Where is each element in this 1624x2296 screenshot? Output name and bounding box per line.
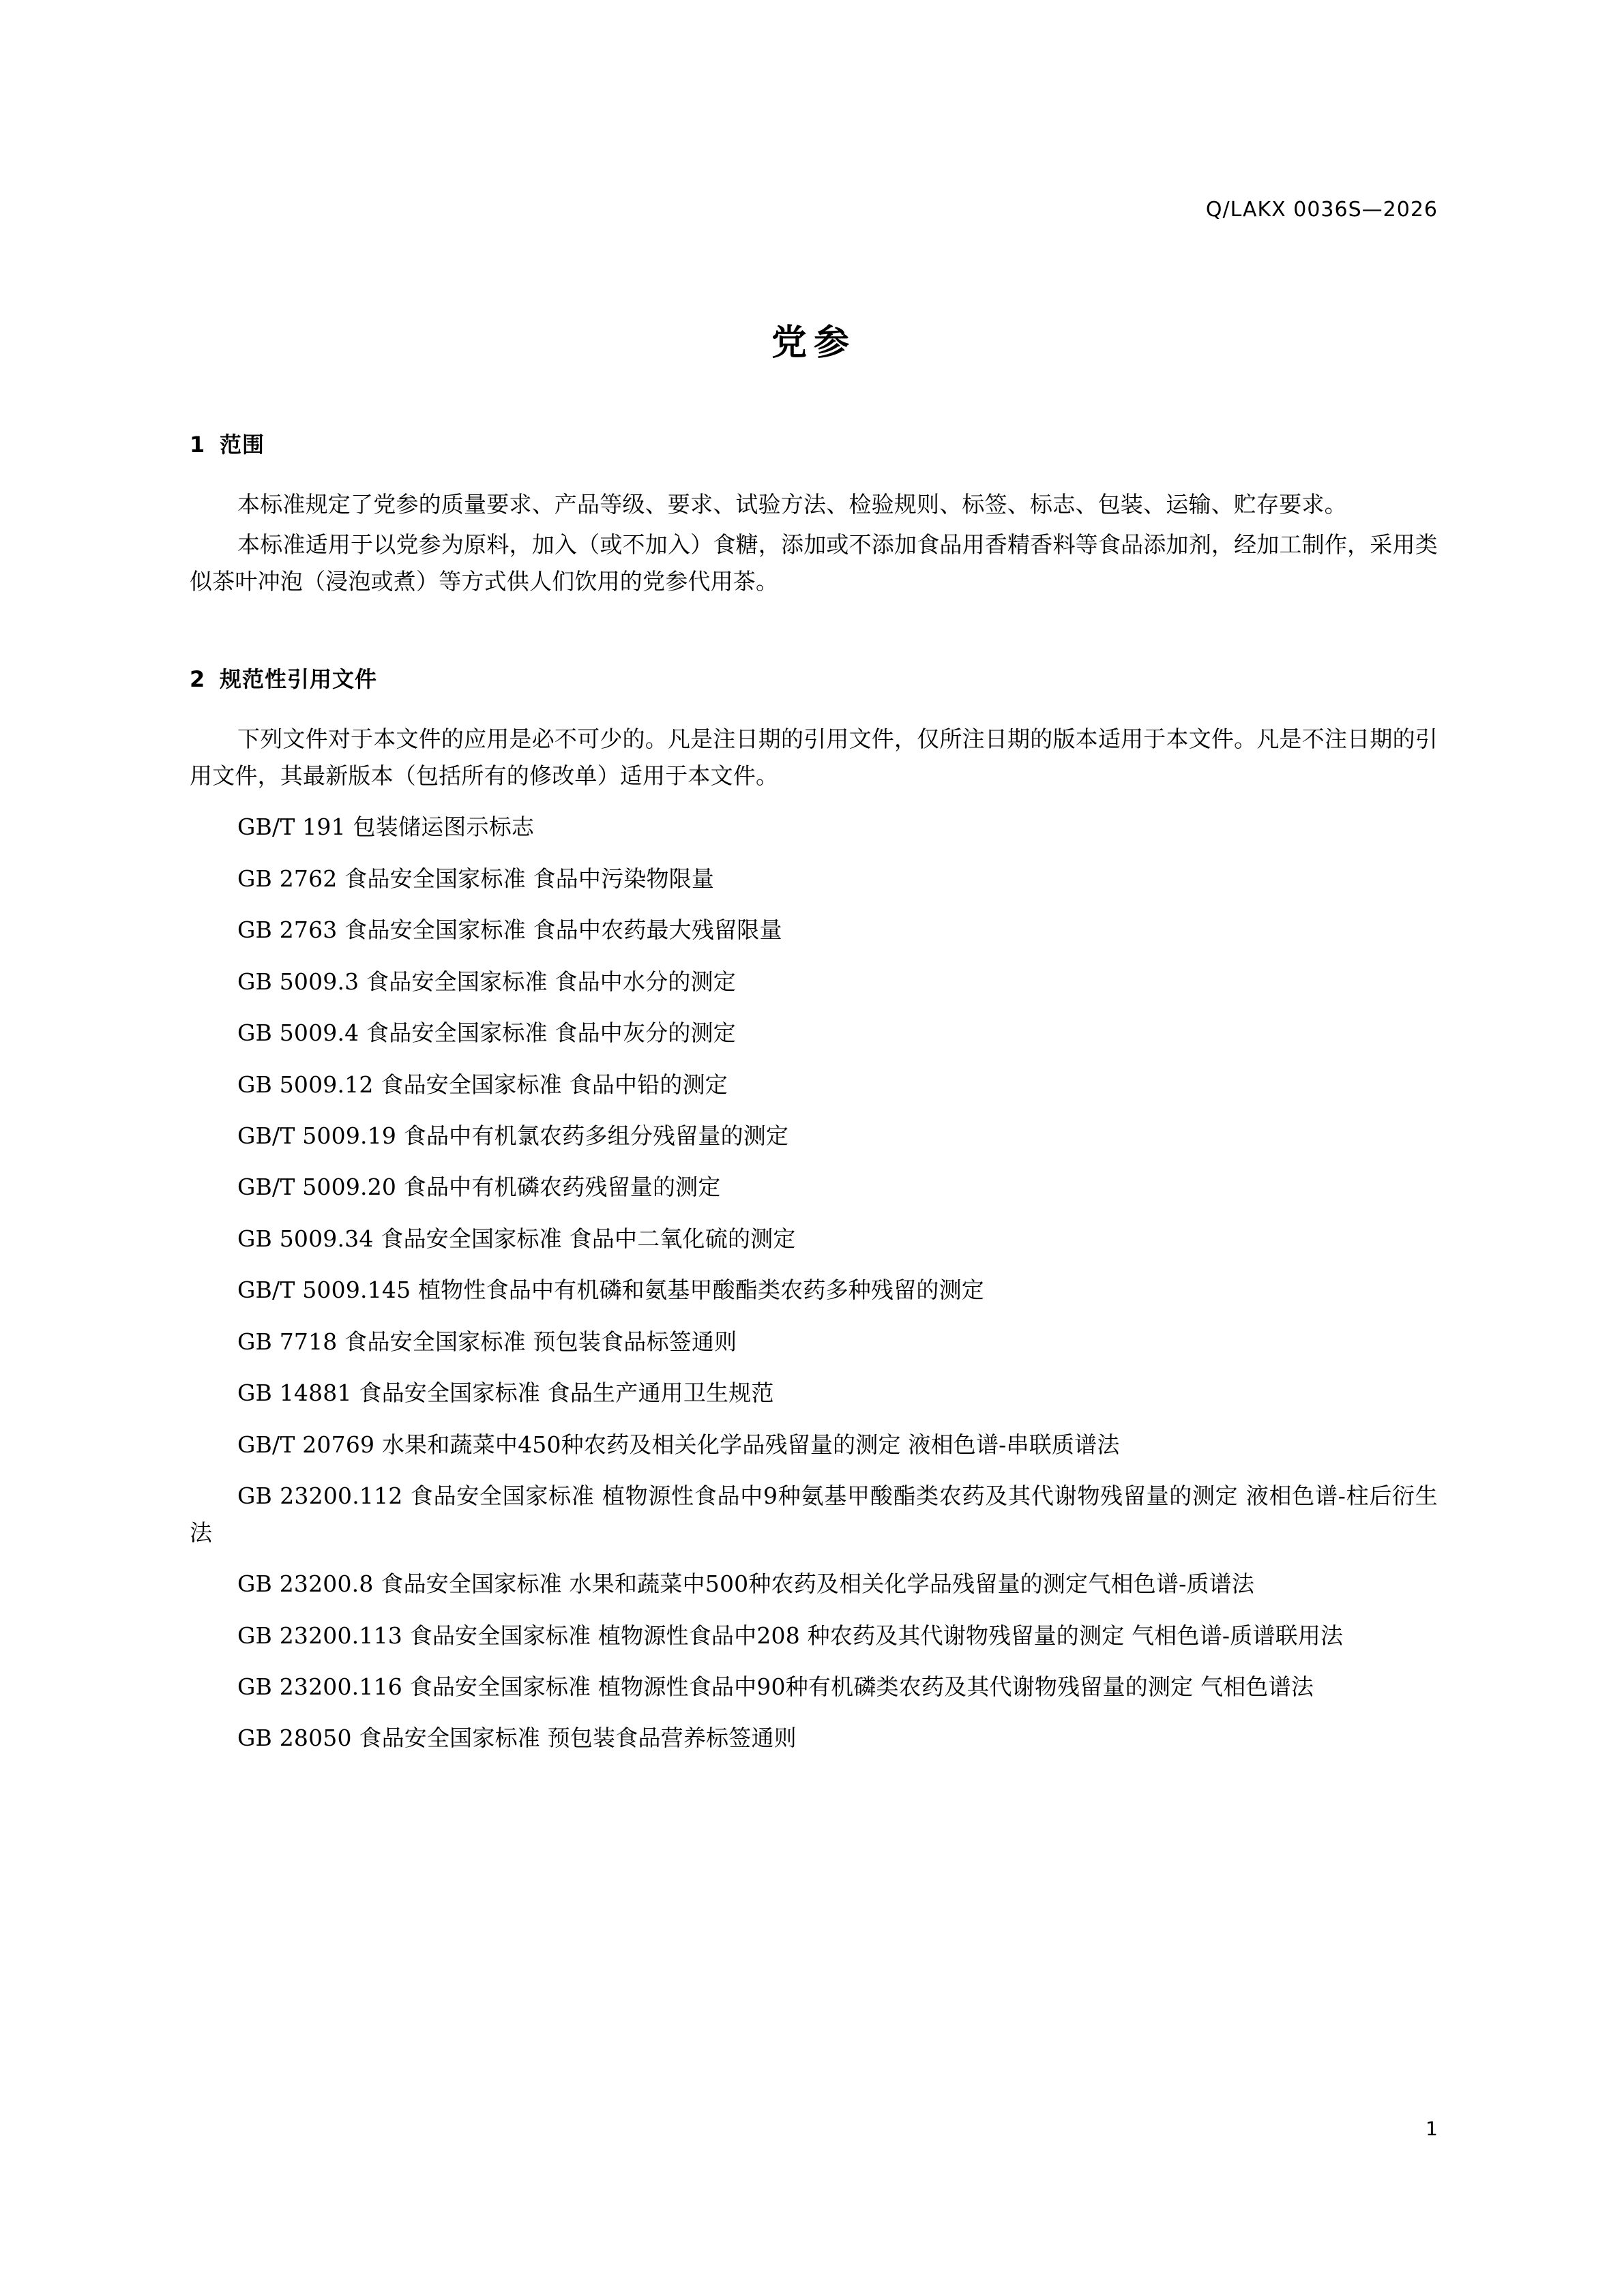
section-number: 1 [190,432,206,458]
reference-item: GB 23200.112 食品安全国家标准 植物源性食品中9种氨基甲酸酯类农药及其代谢物残留量的测定 液相色谱-柱后衍生法 [190,1482,1438,1546]
paragraph: 本标准适用于以党参为原料，加入（或不加入）食糖，添加或不添加食品用香精香料等食品添加剂，经加工制作，采用类似茶叶冲泡（浸泡或煮）等方式供人们饮用的党参代用茶。 [190,531,1438,595]
reference-item: GB/T 5009.19 食品中有机氯农药多组分残留量的测定 [237,1122,789,1149]
reference-item: GB 23200.8 食品安全国家标准 水果和蔬菜中500种农药及相关化学品残留量的测定气相色谱-质谱法 [237,1570,1255,1598]
reference-item: GB/T 20769 水果和蔬菜中450种农药及相关化学品残留量的测定 液相色谱-串联质谱法 [237,1431,1120,1458]
section-heading-scope [190,428,1438,459]
reference-item: GB 5009.4 食品安全国家标准 食品中灰分的测定 [237,1019,736,1047]
reference-item: GB/T 191 包装储运图示标志 [237,814,535,841]
section-number: 2 [190,666,206,693]
reference-item: GB 2762 食品安全国家标准 食品中污染物限量 [237,865,715,892]
reference-item: GB 28050 食品安全国家标准 预包装食品营养标签通则 [237,1725,797,1752]
section-heading-normative-references [190,662,1438,694]
reference-item: GB 5009.34 食品安全国家标准 食品中二氧化硫的测定 [237,1225,796,1252]
section-title: 规范性引用文件 [220,666,378,693]
reference-item: GB/T 5009.145 植物性食品中有机磷和氨基甲酸酯类农药多种残留的测定 [237,1277,984,1304]
reference-item: GB 5009.3 食品安全国家标准 食品中水分的测定 [237,968,736,995]
reference-item: GB 14881 食品安全国家标准 食品生产通用卫生规范 [237,1380,774,1407]
paragraph: 本标准规定了党参的质量要求、产品等级、要求、试验方法、检验规则、标签、标志、包装、运输、贮存要求。 [237,491,1347,518]
reference-item: GB/T 5009.20 食品中有机磷农药残留量的测定 [237,1174,721,1201]
reference-item: GB 5009.12 食品安全国家标准 食品中铅的测定 [237,1071,728,1098]
reference-item: GB 2763 食品安全国家标准 食品中农药最大残留限量 [237,916,782,944]
page-content [190,0,1438,1757]
page-title: 党参 [771,323,856,363]
document-code: Q/LAKX 0036S—2026 [1205,198,1438,222]
reference-item: GB 23200.116 食品安全国家标准 植物源性食品中90种有机磷类农药及其代谢物残留量的测定 气相色谱法 [237,1673,1314,1700]
reference-item: GB 7718 食品安全国家标准 预包装食品标签通则 [237,1328,737,1355]
section-title: 范围 [220,432,265,458]
page-number: 1 [1426,2117,1438,2140]
reference-item: GB 23200.113 食品安全国家标准 植物源性食品中208 种农药及其代谢物残留量的测定 气相色谱-质谱联用法 [237,1622,1344,1649]
paragraph: 下列文件对于本文件的应用是必不可少的。凡是注日期的引用文件，仅所注日期的版本适用于本文件。凡是不注日期的引用文件，其最新版本（包括所有的修改单）适用于本文件。 [190,726,1438,789]
